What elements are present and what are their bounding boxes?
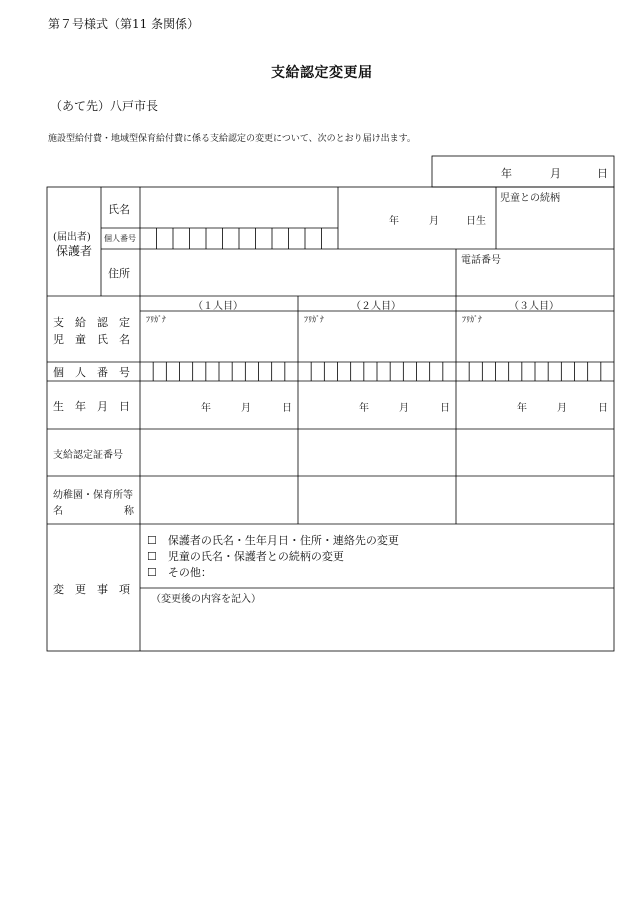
child-3-birth-day: 日	[598, 403, 608, 414]
guardian-address-field[interactable]	[141, 250, 455, 295]
child-1-birth-day: 日	[282, 403, 292, 414]
child-column-2-header: （２人目）	[351, 301, 401, 312]
child-3-birth-year: 年	[517, 403, 527, 414]
child-column-1-header: （１人目）	[193, 301, 243, 312]
child-3-furigana-label: ﾌﾘｶﾞﾅ	[462, 315, 482, 324]
change-details-field[interactable]	[141, 604, 613, 650]
guardian-birthdate-field[interactable]	[339, 188, 495, 248]
change-option-guardian[interactable]: ☐ 保護者の氏名・生年月日・住所・連絡先の変更	[147, 534, 399, 547]
child-3-cert-field[interactable]	[457, 430, 613, 475]
child-3-birth-month: 月	[557, 403, 567, 414]
intro-text: 施設型給付費・地域型保育給付費に係る支給認定の変更について、次のとおり届け出ます。	[48, 134, 416, 144]
child-1-furigana-label: ﾌﾘｶﾞﾅ	[146, 315, 166, 324]
child-1-name-field[interactable]	[141, 312, 297, 361]
change-note: （変更後の内容を記入）	[151, 594, 261, 605]
child-2-birth-year: 年	[359, 403, 369, 414]
child-1-birth-year: 年	[201, 403, 211, 414]
child-name-label-1: 支 給 認 定	[53, 316, 130, 329]
guardian-section-label-1: (届出者)	[53, 232, 91, 243]
submission-month-label: 月	[550, 167, 561, 180]
child-column-3-header: （３人目）	[509, 301, 559, 312]
child-1-birth-month: 月	[241, 403, 251, 414]
child-birth-label: 生 年 月 日	[53, 400, 130, 413]
page-title: 支給認定変更届	[271, 65, 373, 81]
child-1-facility-field[interactable]	[141, 477, 297, 523]
change-option-child[interactable]: ☐ 児童の氏名・保護者との続柄の変更	[147, 550, 344, 563]
child-2-furigana-label: ﾌﾘｶﾞﾅ	[304, 315, 324, 324]
child-2-birth-day: 日	[440, 403, 450, 414]
child-2-name-field[interactable]	[299, 312, 455, 361]
child-id-label: 個 人 番 号	[53, 366, 130, 379]
guardian-section-label-2: 保護者	[56, 244, 93, 258]
child-3-name-field[interactable]	[457, 312, 613, 361]
guardian-id-label: 個人番号	[104, 234, 136, 243]
guardian-relation-field[interactable]	[497, 202, 613, 248]
guardian-address-label: 住所	[108, 267, 130, 280]
child-2-facility-field[interactable]	[299, 477, 455, 523]
guardian-birth-day-label: 日生	[466, 216, 486, 227]
child-1-cert-field[interactable]	[141, 430, 297, 475]
form-number: 第７号様式（第11 条関係）	[48, 17, 200, 31]
guardian-phone-label: 電話番号	[461, 255, 501, 266]
guardian-birth-year-label: 年	[389, 216, 399, 227]
facility-label-2a: 名	[53, 506, 63, 517]
cert-number-label: 支給認定証番号	[53, 450, 123, 461]
change-option-other[interactable]: ☐ その他：	[147, 566, 212, 579]
child-name-label-2: 児 童 氏 名	[53, 333, 130, 346]
facility-label-2b: 称	[124, 506, 134, 517]
child-2-cert-field[interactable]	[299, 430, 455, 475]
guardian-name-label: 氏名	[108, 203, 130, 216]
child-2-birth-month: 月	[399, 403, 409, 414]
guardian-name-field[interactable]	[141, 188, 337, 227]
submission-year-label: 年	[501, 167, 512, 180]
change-items-label: 変 更 事 項	[53, 583, 130, 596]
guardian-relation-label: 児童との続柄	[500, 193, 560, 204]
addressee: （あて先）八戸市長	[50, 99, 159, 113]
submission-day-label: 日	[597, 167, 608, 180]
facility-label-1: 幼稚園・保育所等	[53, 490, 133, 501]
guardian-birth-month-label: 月	[429, 216, 439, 227]
child-3-facility-field[interactable]	[457, 477, 613, 523]
guardian-phone-field[interactable]	[457, 264, 613, 295]
